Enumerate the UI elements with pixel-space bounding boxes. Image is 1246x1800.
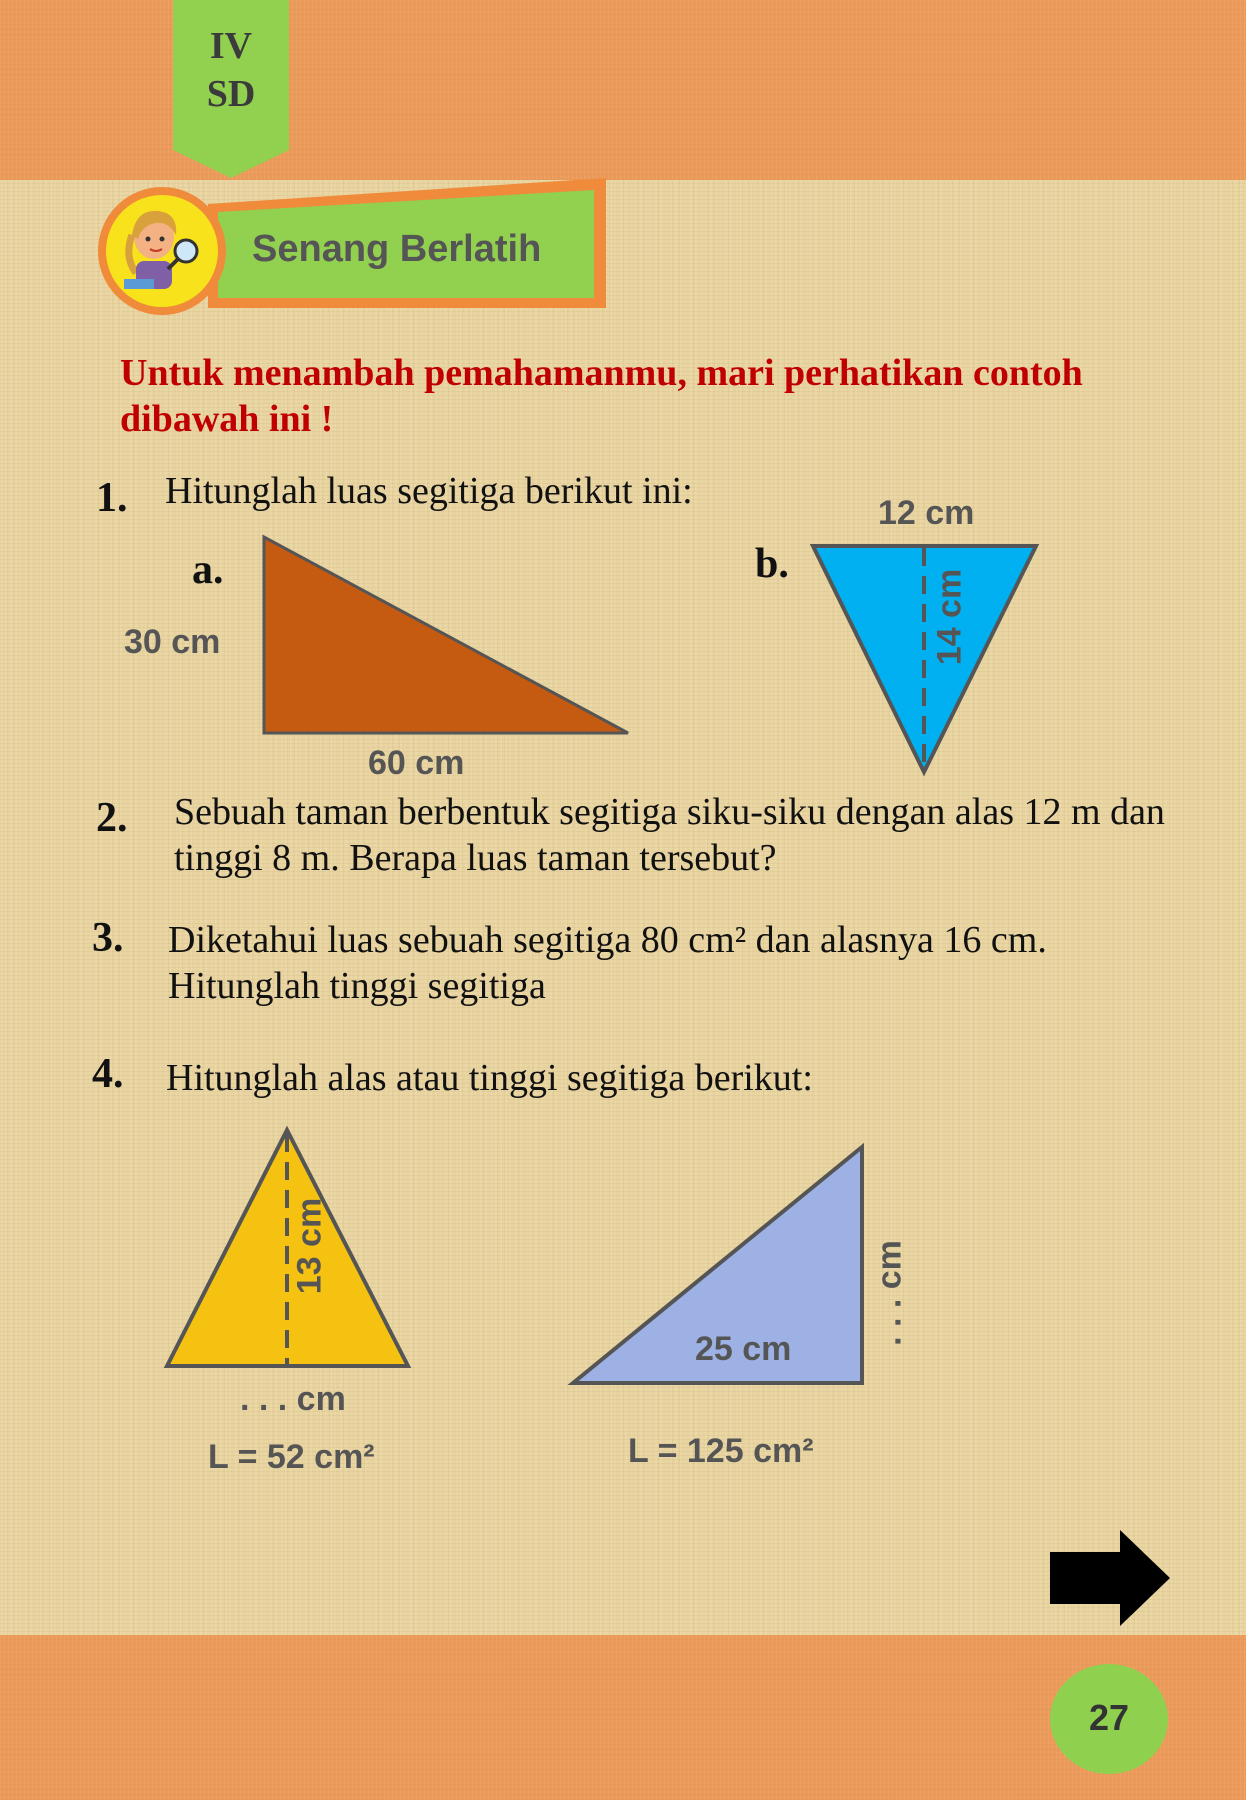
page-number: 27 bbox=[1088, 1697, 1130, 1738]
question-2-number: 2. bbox=[96, 795, 128, 841]
triangle-right-base-label: 25 cm bbox=[695, 1330, 792, 1368]
triangle-a-height-label: 30 cm bbox=[124, 623, 221, 661]
question-4-text: Hitunglah alas atau tinggi segitiga berikut: bbox=[166, 1057, 813, 1099]
triangle-a-base-label: 60 cm bbox=[368, 744, 465, 782]
question-4-number: 4. bbox=[92, 1051, 124, 1097]
triangle-b-base-label: 12 cm bbox=[878, 494, 975, 532]
triangle-left-area-label: L = 52 cm² bbox=[208, 1438, 375, 1476]
question-1a-letter: a. bbox=[192, 547, 224, 593]
question-3-text: Diketahui luas sebuah segitiga 80 cm² dan alasnya 16 cm. Hitunglah tinggi segitiga bbox=[168, 919, 1047, 1007]
triangle-right-height-label: . . . cm bbox=[870, 1240, 909, 1346]
grade-level: IV bbox=[209, 25, 253, 67]
question-3-number: 3. bbox=[92, 915, 124, 961]
section-title: Senang Berlatih bbox=[252, 228, 542, 270]
next-arrow-icon[interactable] bbox=[1048, 1528, 1172, 1628]
question-2-text: Sebuah taman berbentuk segitiga siku-siku dengan alas 12 m dan tinggi 8 m. Berapa luas taman tersebut? bbox=[174, 791, 1165, 879]
intro-text: Untuk menambah pemahamanmu, mari perhatikan contoh dibawah ini ! bbox=[120, 352, 1083, 440]
question-1-text: Hitunglah luas segitiga berikut ini: bbox=[165, 470, 693, 512]
triangle-a bbox=[264, 537, 628, 733]
question-1b-letter: b. bbox=[755, 541, 789, 587]
triangle-b-height-label: 14 cm bbox=[930, 568, 969, 666]
triangle-left-height-label: 13 cm bbox=[290, 1197, 329, 1295]
triangle-left-base-label: . . . cm bbox=[240, 1380, 346, 1418]
triangle-right-area-label: L = 125 cm² bbox=[628, 1432, 814, 1470]
question-1-number: 1. bbox=[96, 475, 128, 521]
grade-school: SD bbox=[206, 73, 256, 115]
